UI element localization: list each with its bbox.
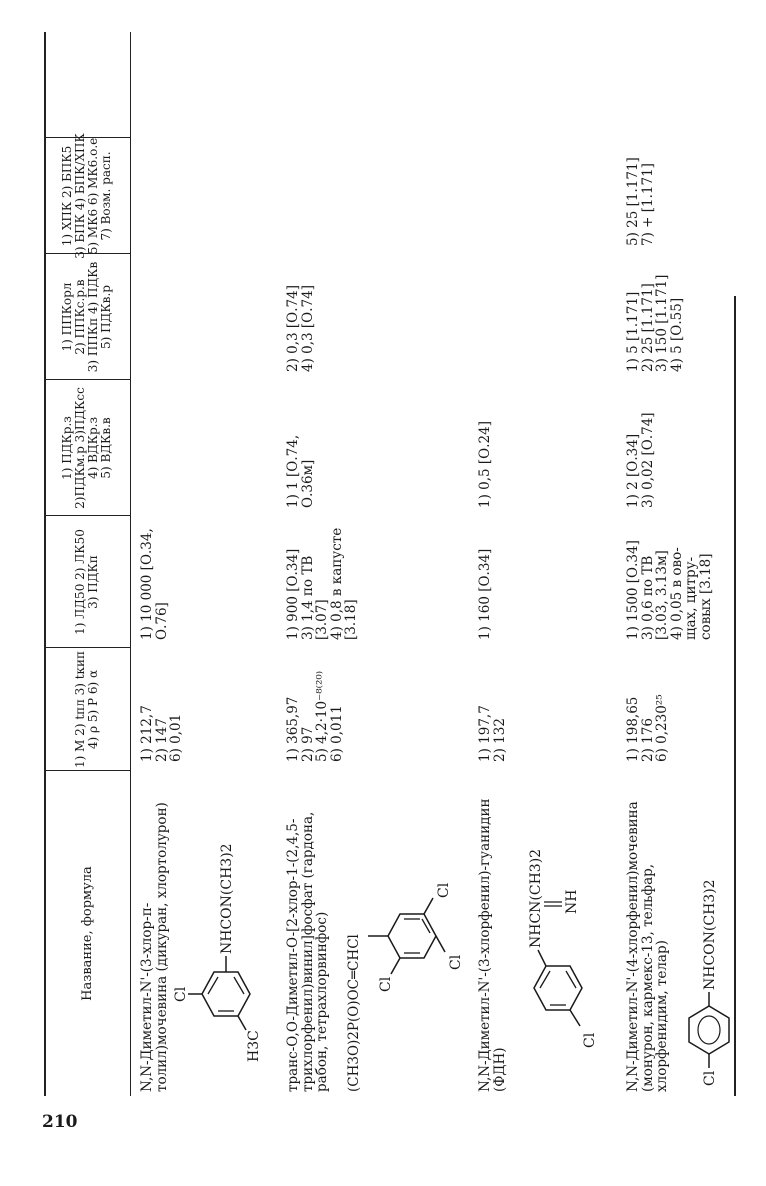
header-rule	[130, 32, 131, 1096]
formula-label: NH	[564, 889, 580, 914]
formula-substituent: NHCON(CH3)2	[219, 843, 235, 954]
toxicity-cell: 1) 1500 [О.34] 3) 0,6 по ТВ [3.03, 3.13м] 4) 0,05 в ово- щах, цитру- совых [3.18]	[625, 540, 714, 640]
structure-monuron	[684, 786, 734, 1086]
physical-cell: 1) 212,7 2) 147 6) 0,01	[139, 705, 184, 762]
header-other: 1) ХПК 2) БПК5 3) БПК 4) БПК/ХПК 5) МК6 6) МК6.о.е 7) Возм. расп.	[60, 133, 113, 259]
structure-guanidine	[510, 786, 610, 1076]
compound-name: транс-O,O-Диметил-O-[2-хлор-1-(2,4,5-трихлорфенил)винил]фосфат (гардона, рабон, тетрахлорвинфос)	[285, 811, 330, 1092]
physical-cell: 1) 198,65 2) 176 6) 0,230²⁵	[625, 694, 670, 762]
toxicity-cell: 1) 160 [О.34]	[477, 548, 493, 640]
formula-text: (CH3O)2P(O)OC═CHCl	[346, 934, 362, 1092]
formula-label: Cl	[582, 1032, 598, 1048]
compound-name: N,N-Диметил-N'-(3-хлор-п-толил)мочевина (дикуран, хлортолурон)	[139, 802, 170, 1092]
structure-tetrachlorvinphos	[366, 786, 466, 1066]
table-bottom-rule	[734, 296, 736, 1096]
header-name: Название, формула	[79, 866, 95, 1001]
compound-name: N,N-Диметил-N'-(3-хлорфенил)-гуанидин (ФДН)	[477, 798, 508, 1092]
toxicity-cell: 1) 900 [О.34] 3) 1,4 по ТВ [3.07] 4) 0,8 в капусте [3.18]	[285, 527, 359, 640]
table-top-rule	[44, 32, 46, 1096]
other-cell: 5) 25 [1.171] 7) + [1.171]	[625, 157, 656, 246]
food-cell: 1) 5 [1.171] 2) 25 [1.171] 3) 150 [1.171] 4) 5 [О.55]	[625, 274, 685, 372]
formula-label: Cl	[378, 976, 394, 992]
formula-label: Cl	[436, 882, 452, 898]
formula-label: H3C	[246, 1030, 262, 1062]
header-physical: 1) M 2) tпл 3) tкип 4) ρ 5) P 6) α	[73, 650, 100, 769]
water-cell: 1) 1 [О.74, О.36м]	[285, 434, 316, 508]
formula-substituent: NHCN(CH3)2	[528, 848, 544, 948]
header-toxicity: 1) ЛД50 2) ЛК50 3) ПДКп	[73, 529, 100, 635]
food-cell: 2) 0,3 [О.74] 4) 0,3 [О.74]	[285, 285, 316, 372]
header-water: 1) ПДКр.з 2)ПДКм.р 3)ПДКсс 4) ВДКр.з 5) ВДКв.в	[60, 387, 113, 509]
water-cell: 1) 0,5 [О.24]	[477, 421, 493, 508]
physical-cell: 1) 365,97 2) 97 5) 4,2·10⁻⁸⁽²⁰⁾ 6) 0,011	[285, 670, 345, 762]
water-cell: 1) 2 [О.34] 3) 0,02 [О.74]	[625, 412, 656, 508]
page-number: 210	[42, 1112, 78, 1132]
compound-name: N,N-Диметил-N'-(4-хлорфенил)мочевина (монурон, кармекс-13, тельфар, хлорфенидим, телар)	[625, 801, 670, 1092]
data-table	[44, 32, 734, 1096]
formula-label: Cl	[448, 954, 464, 970]
formula-substituent: NHCON(CH3)2	[702, 879, 718, 990]
structure-chlortoluron	[174, 786, 274, 1066]
physical-cell: 1) 197,7 2) 132	[477, 705, 508, 762]
header-food: 1) ППКорл 2) ППКс.р.в 3) ППКп 4) ПДКв 5) ПДКв.р	[60, 261, 113, 373]
toxicity-cell: 1) 10 000 [О.34, О.76]	[139, 528, 170, 640]
formula-label: Cl	[702, 1070, 718, 1086]
formula-label: Cl	[173, 986, 189, 1002]
